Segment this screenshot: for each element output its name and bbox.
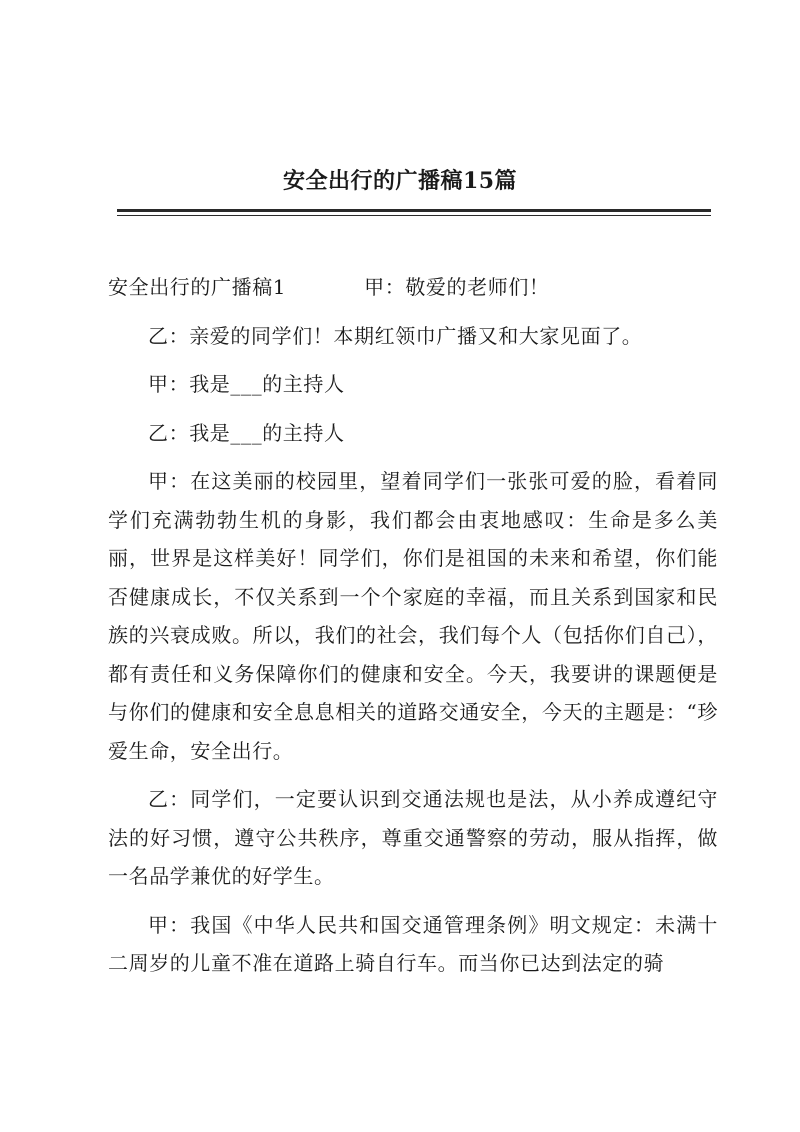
first-line <box>108 268 718 307</box>
document-title: 安全出行的广播稿15篇 <box>282 168 518 194</box>
first-line-dialogue: 甲：敬爱的老师们！ <box>364 275 550 299</box>
paragraph-5: 乙：同学们，一定要认识到交通法规也是法，从小养成遵纪守法的好习惯，遵守公共秩序，尊重交通警察的劳动，服从指挥，做一名品学兼优的好学生。 <box>108 787 718 888</box>
document-body <box>108 268 718 993</box>
section-heading: 安全出行的广播稿1 <box>108 275 287 299</box>
paragraph-4: 甲：在这美丽的校园里，望着同学们一张张可爱的脸，看着同学们充满勃勃生机的身影，我们都会由衷地感叹：生命是多么美丽，世界是这样美好！同学们，你们是祖国的未来和希望，你们能否健康成长，不仅关系到一个个家庭的幸福，而且关系到国家和民族的兴衰成败。所以，我们的社会，我们每个人（包括你们自己），都有责任和义务保障你们的健康和安全。今天，我要讲的课题便是与你们的健康和安全息息相关的道路交通安全，今天的主题是：“珍爱生命，安全出行。 <box>108 469 718 763</box>
title-divider-thin <box>117 215 711 216</box>
paragraph-6: 甲：我国《中华人民共和国交通管理条例》明文规定：未满十二周岁的儿童不准在道路上骑自行车。而当你已达到法定的骑 <box>108 912 718 975</box>
paragraph-2: 甲：我是___的主持人 <box>148 372 345 396</box>
paragraph-3: 乙：我是___的主持人 <box>148 420 345 445</box>
paragraph-1: 乙：亲爱的同学们！本期红领巾广播又和大家见面了。 <box>148 323 643 348</box>
title-divider-thick <box>117 209 711 212</box>
